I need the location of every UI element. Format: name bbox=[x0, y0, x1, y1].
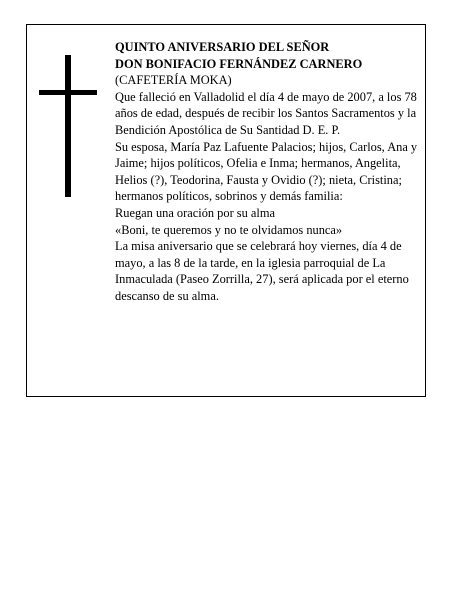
cross-vertical-bar bbox=[65, 55, 71, 197]
prayer-request: Ruegan una oración por su alma bbox=[115, 205, 275, 220]
notice-text bbox=[115, 39, 421, 305]
paragraph-mass: La misa aniversario que se celebrará hoy viernes, día 4 de mayo, a las 8 de la tarde, en la iglesia parroquial de La Inmaculada (Paseo Zorrilla, 27), será aplicada por el eterno descanso de su alma. bbox=[115, 239, 409, 303]
cross-horizontal-bar bbox=[39, 90, 97, 95]
paragraph-death: Que falleció en Valladolid el día 4 de mayo de 2007, a los 78 años de edad, después de recibir los Santos Sacramentos y la Bendición Apostólica de Su Santidad D. E. P. bbox=[115, 89, 417, 137]
notice-title-line2: DON BONIFACIO FERNÁNDEZ CARNERO bbox=[115, 56, 363, 71]
paragraph-family: Su esposa, María Paz Lafuente Palacios; hijos, Carlos, Ana y Jaime; hijos políticos, Ofelia e Inma; hermanos, Angelita, Helios (?), Teodorina, Fausta y Ovidio (?); nieta, Cristina; hermanos políticos, sobrinos y demás familia: bbox=[115, 139, 418, 204]
notice-title-line1: QUINTO ANIVERSARIO DEL SEÑOR bbox=[115, 40, 330, 54]
obituary-notice bbox=[26, 24, 426, 397]
cross-icon bbox=[39, 55, 97, 197]
quote: «Boni, te queremos y no te olvidamos nunca» bbox=[115, 222, 343, 237]
notice-subtitle: (CAFETERÍA MOKA) bbox=[115, 73, 232, 88]
